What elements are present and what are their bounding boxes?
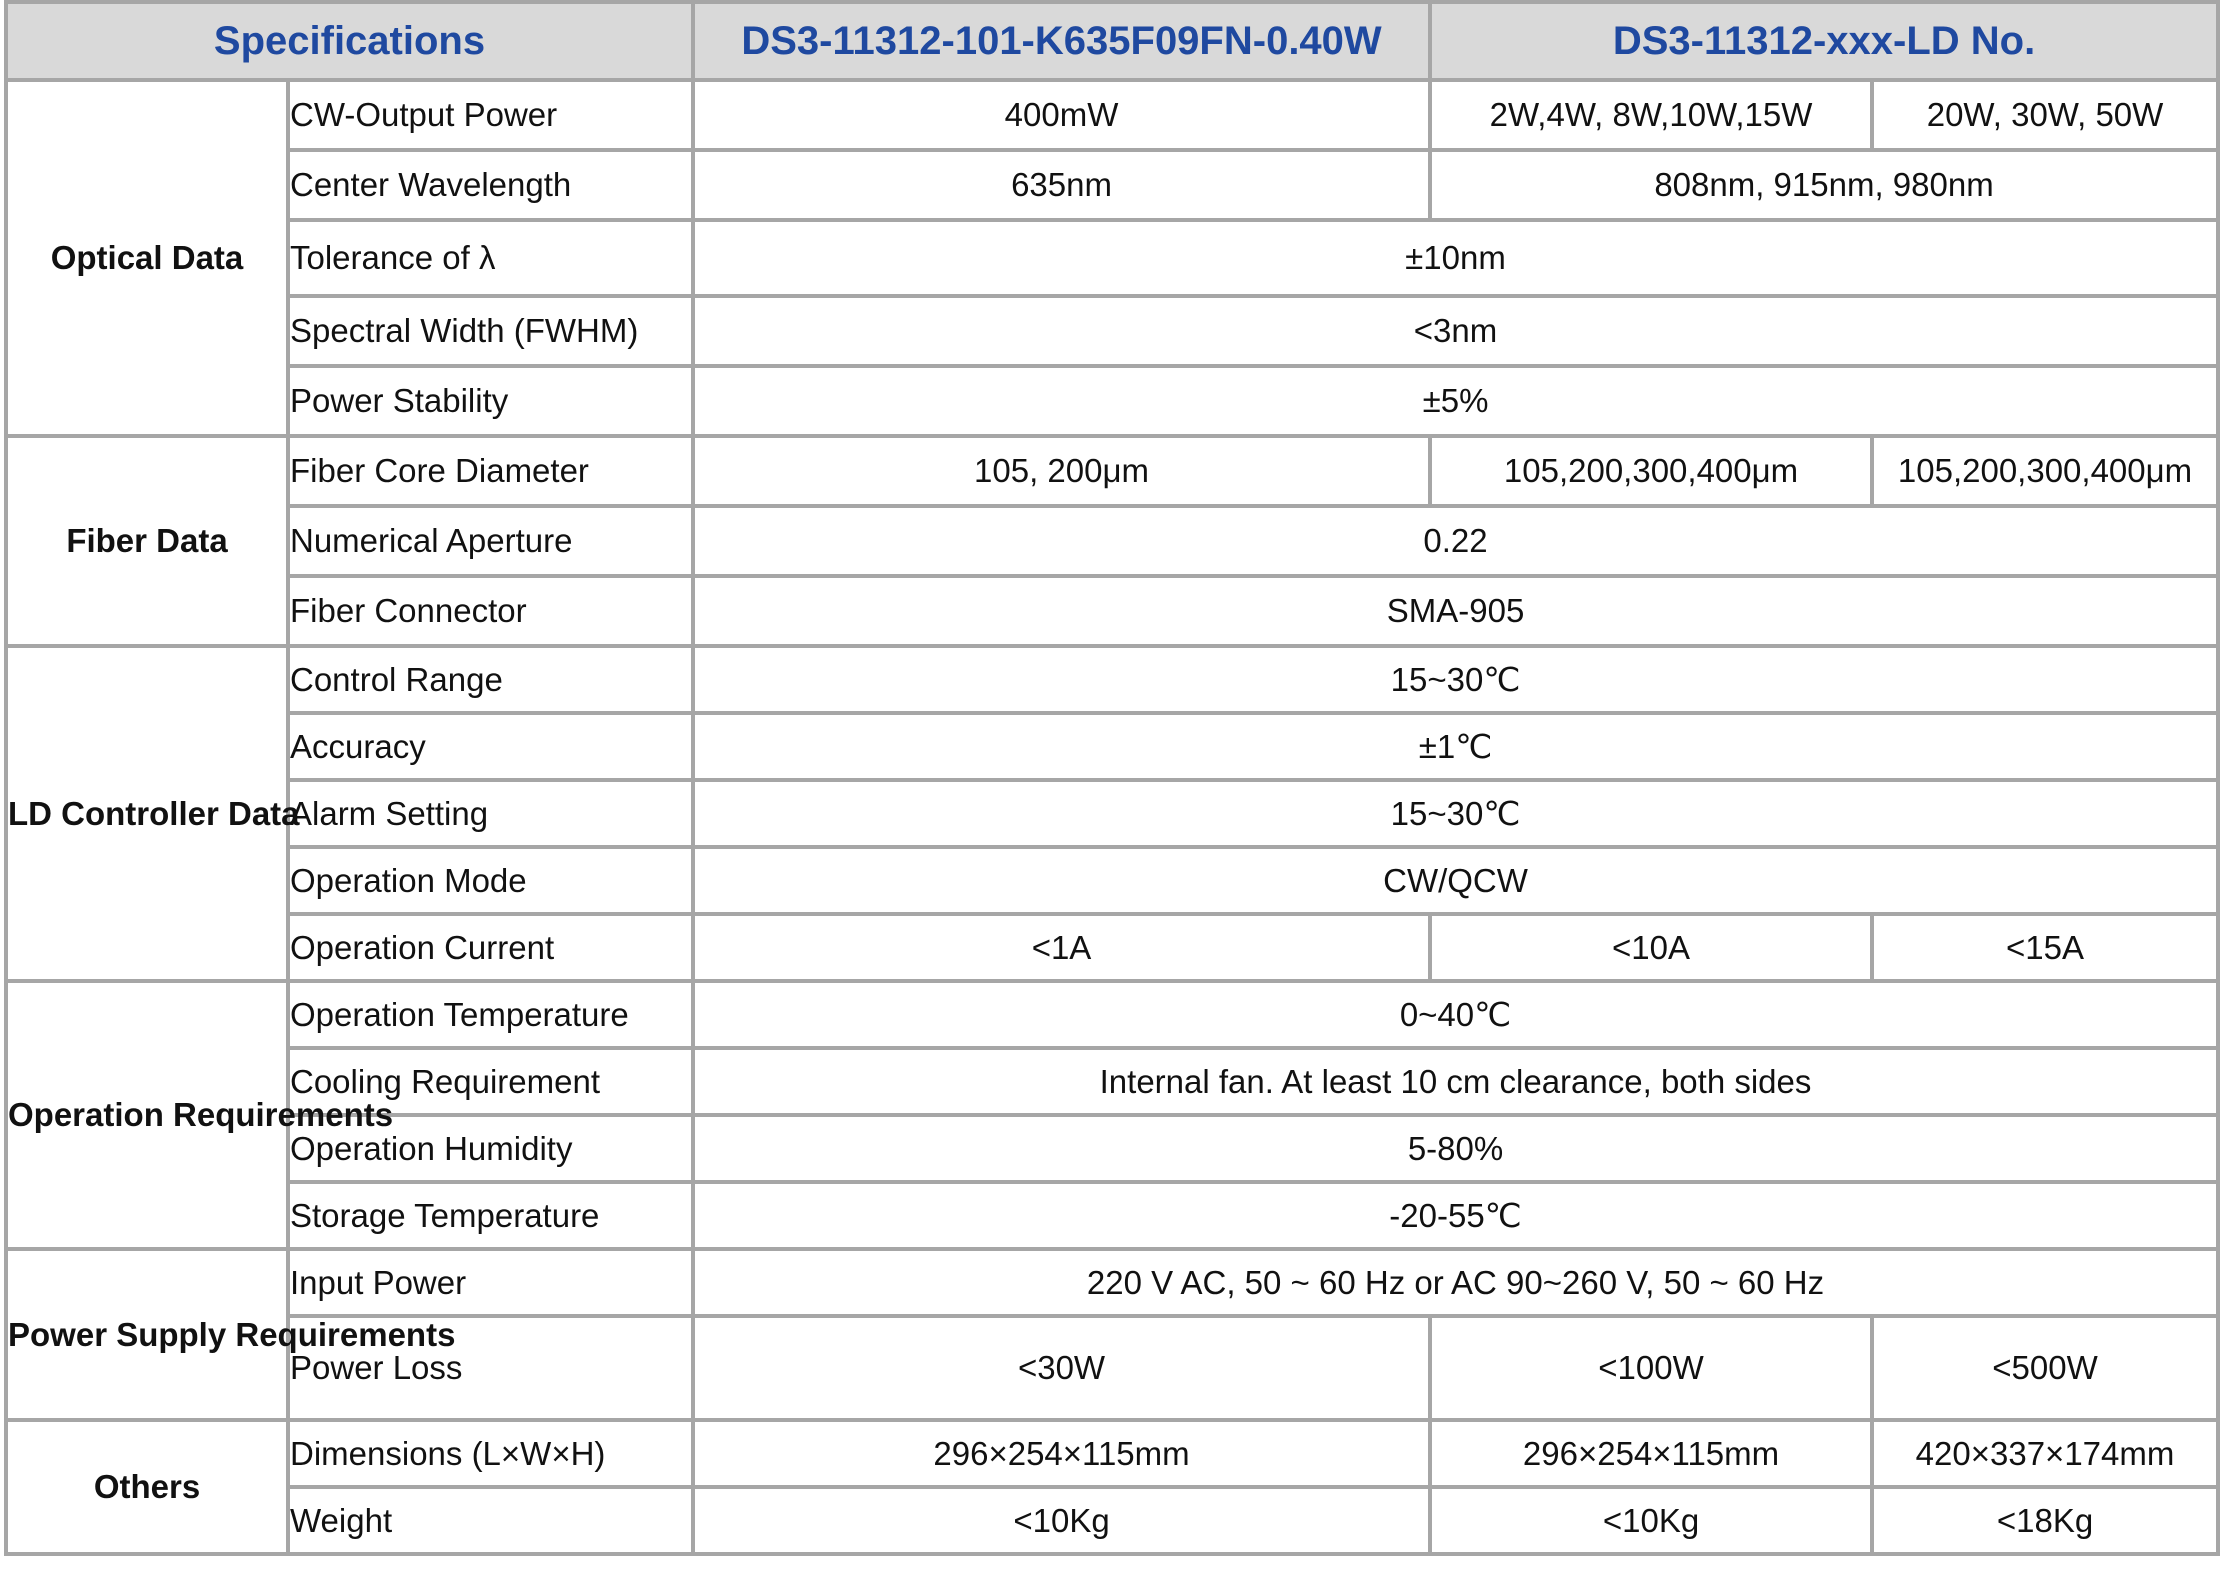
param-label: Power Stability [288, 366, 693, 436]
value-cell: 15~30℃ [693, 780, 2218, 847]
row-tolerance [6, 220, 2218, 296]
value-cell: ±10nm [693, 220, 2218, 296]
row-spectral-width [6, 296, 2218, 366]
group-optical-data: Optical Data [6, 80, 288, 436]
row-operation-temperature [6, 981, 2218, 1048]
group-operation-requirements: Operation Requirements [6, 981, 288, 1249]
row-numerical-aperture [6, 506, 2218, 576]
value-cell: 105, 200μm [693, 436, 1430, 506]
header-model-0-40w: DS3-11312-101-K635F09FN-0.40W [693, 2, 1430, 80]
group-fiber-data: Fiber Data [6, 436, 288, 646]
value-cell: 15~30℃ [693, 646, 2218, 713]
param-label: Tolerance of λ [288, 220, 693, 296]
row-operation-current [6, 914, 2218, 981]
param-label: Operation Mode [288, 847, 693, 914]
value-cell: 0.22 [693, 506, 2218, 576]
value-cell: SMA-905 [693, 576, 2218, 646]
value-cell: <30W [693, 1316, 1430, 1420]
param-label: Accuracy [288, 713, 693, 780]
param-label: Fiber Core Diameter [288, 436, 693, 506]
row-control-range [6, 646, 2218, 713]
value-cell: CW/QCW [693, 847, 2218, 914]
row-fiber-connector [6, 576, 2218, 646]
value-cell: <3nm [693, 296, 2218, 366]
value-cell: 400mW [693, 80, 1430, 150]
value-cell: -20-55℃ [693, 1182, 2218, 1249]
row-input-power [6, 1249, 2218, 1316]
param-label: Center Wavelength [288, 150, 693, 220]
param-label: Storage Temperature [288, 1182, 693, 1249]
value-cell: 105,200,300,400μm [1872, 436, 2218, 506]
row-alarm-setting [6, 780, 2218, 847]
param-label: Operation Humidity [288, 1115, 693, 1182]
value-cell: ±1℃ [693, 713, 2218, 780]
row-weight [6, 1487, 2218, 1554]
row-power-stability [6, 366, 2218, 436]
param-label: Alarm Setting [288, 780, 693, 847]
param-label: Power Loss [288, 1316, 693, 1420]
value-cell: 420×337×174mm [1872, 1420, 2218, 1487]
value-cell: <100W [1430, 1316, 1872, 1420]
row-storage-temperature [6, 1182, 2218, 1249]
param-label: Cooling Requirement [288, 1048, 693, 1115]
value-cell: <18Kg [1872, 1487, 2218, 1554]
row-operation-mode [6, 847, 2218, 914]
specifications-table [4, 0, 2220, 1556]
param-label: Dimensions (L×W×H) [288, 1420, 693, 1487]
header-model-ld: DS3-11312-xxx-LD No. [1430, 2, 2218, 80]
group-ld-controller-data: LD Controller Data [6, 646, 288, 981]
value-cell: 0~40℃ [693, 981, 2218, 1048]
row-dimensions [6, 1420, 2218, 1487]
group-power-supply-requirements: Power Supply Requirements [6, 1249, 288, 1420]
param-label: Weight [288, 1487, 693, 1554]
param-label: Operation Temperature [288, 981, 693, 1048]
param-label: Control Range [288, 646, 693, 713]
value-cell: <1A [693, 914, 1430, 981]
row-fiber-core-diameter [6, 436, 2218, 506]
value-cell: 20W, 30W, 50W [1872, 80, 2218, 150]
param-label: Operation Current [288, 914, 693, 981]
row-accuracy [6, 713, 2218, 780]
param-label: Spectral Width (FWHM) [288, 296, 693, 366]
row-cw-output-power [6, 80, 2218, 150]
value-cell: 105,200,300,400μm [1430, 436, 1872, 506]
value-cell: Internal fan. At least 10 cm clearance, both sides [693, 1048, 2218, 1115]
value-cell: <10A [1430, 914, 1872, 981]
param-label: CW-Output Power [288, 80, 693, 150]
value-cell: 808nm, 915nm, 980nm [1430, 150, 2218, 220]
param-label: Fiber Connector [288, 576, 693, 646]
group-others: Others [6, 1420, 288, 1554]
value-cell: <10Kg [1430, 1487, 1872, 1554]
header-specifications: Specifications [6, 2, 693, 80]
value-cell: ±5% [693, 366, 2218, 436]
row-center-wavelength [6, 150, 2218, 220]
header-row [6, 2, 2218, 80]
value-cell: 5-80% [693, 1115, 2218, 1182]
value-cell: <15A [1872, 914, 2218, 981]
param-label: Input Power [288, 1249, 693, 1316]
value-cell: 635nm [693, 150, 1430, 220]
value-cell: 220 V AC, 50 ~ 60 Hz or AC 90~260 V, 50 ~ 60 Hz [693, 1249, 2218, 1316]
value-cell: 296×254×115mm [693, 1420, 1430, 1487]
param-label: Numerical Aperture [288, 506, 693, 576]
value-cell: <10Kg [693, 1487, 1430, 1554]
value-cell: <500W [1872, 1316, 2218, 1420]
value-cell: 2W,4W, 8W,10W,15W [1430, 80, 1872, 150]
value-cell: 296×254×115mm [1430, 1420, 1872, 1487]
